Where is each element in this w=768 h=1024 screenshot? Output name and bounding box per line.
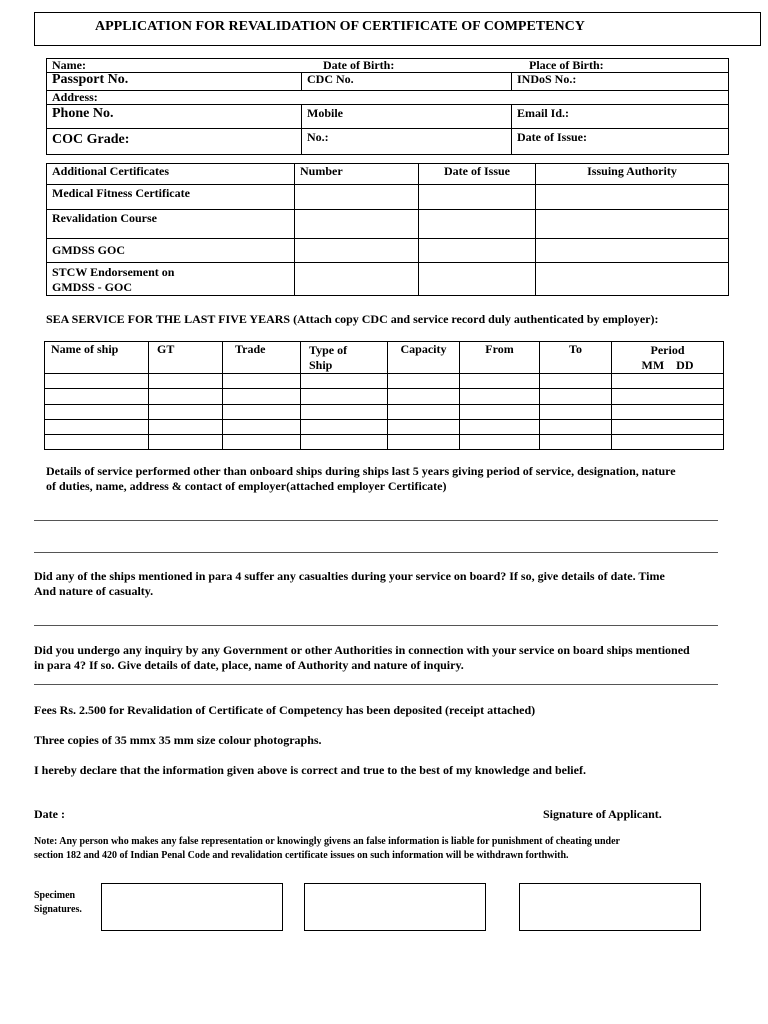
answer-line [34, 625, 718, 626]
cert-cell [295, 239, 419, 263]
sea-service-table [44, 341, 724, 450]
casualty-question-line2: And nature of casualty. [34, 584, 154, 598]
email-label: Email Id.: [512, 105, 729, 129]
indos-label: INDoS No.: [512, 73, 729, 91]
coc-number-label: No.: [302, 129, 512, 155]
signature-box-2[interactable] [304, 883, 486, 931]
cert-cell [419, 185, 536, 210]
sea-header-type [301, 342, 388, 374]
legal-note-line2: section 182 and 420 of Indian Penal Code and revalidation certificate issues on such information will be withdrawn forthwith. [34, 850, 569, 861]
sea-header-capacity: Capacity [388, 342, 460, 374]
cdc-label: CDC No. [302, 73, 512, 91]
cert-header-name: Additional Certificates [47, 164, 295, 185]
cert-cell [419, 239, 536, 263]
cert-cell [295, 210, 419, 239]
signature-box-3[interactable] [519, 883, 701, 931]
answer-line [34, 684, 718, 685]
answer-line [34, 520, 718, 521]
cert-cell [295, 263, 419, 296]
pob-label: Place of Birth: [529, 58, 604, 72]
certificates-table [46, 163, 729, 296]
date-label: Date : [34, 807, 65, 821]
sea-service-row [45, 405, 724, 420]
inquiry-question-line1: Did you undergo any inquiry by any Government or other Authorities in connection with your service on board ships mentioned [34, 643, 690, 657]
cert-row-stcw [47, 263, 295, 296]
coc-grade-label: COC Grade: [47, 129, 302, 155]
sea-header-to: To [540, 342, 612, 374]
answer-line [34, 552, 718, 553]
sea-header-ship: Name of ship [45, 342, 149, 374]
date-of-issue-label: Date of Issue: [512, 129, 729, 155]
cert-cell [419, 263, 536, 296]
sea-header-type-line2: Ship [309, 358, 333, 372]
sea-header-from: From [460, 342, 540, 374]
sea-service-row [45, 389, 724, 405]
sea-service-row [45, 420, 724, 435]
cert-row-stcw-line2: GMDSS - GOC [52, 280, 133, 294]
declaration-statement: I hereby declare that the information given above is correct and true to the best of my knowledge and belief. [34, 763, 586, 777]
cert-cell [536, 185, 729, 210]
mobile-label: Mobile [302, 105, 512, 129]
sea-header-gt: GT [149, 342, 223, 374]
sea-header-trade: Trade [223, 342, 301, 374]
details-question-line1: Details of service performed other than onboard ships during ships last 5 years giving period of service, designation, nature [46, 464, 676, 478]
cert-cell [536, 210, 729, 239]
cert-row-medical: Medical Fitness Certificate [47, 185, 295, 210]
phone-label: Phone No. [47, 105, 302, 129]
cert-cell [295, 185, 419, 210]
cert-header-date: Date of Issue [419, 164, 536, 185]
photos-statement: Three copies of 35 mmx 35 mm size colour photographs. [34, 733, 322, 747]
legal-note-line1: Note: Any person who makes any false representation or knowingly givens an false information is liable for punishment of cheating under [34, 836, 620, 847]
cert-row-stcw-line1: STCW Endorsement on [52, 265, 175, 279]
cert-header-number: Number [295, 164, 419, 185]
cert-cell [536, 263, 729, 296]
cert-row-revalidation: Revalidation Course [47, 210, 295, 239]
inquiry-question [34, 643, 690, 673]
address-label: Address: [47, 91, 729, 105]
cert-cell [536, 239, 729, 263]
sea-header-period-line1: Period [650, 343, 685, 357]
sea-header-type-line1: Type of [309, 343, 348, 357]
sea-service-row [45, 374, 724, 389]
sea-service-heading: SEA SERVICE FOR THE LAST FIVE YEARS (Attach copy CDC and service record duly authenticated by employer): [46, 312, 659, 326]
form-title: APPLICATION FOR REVALIDATION OF CERTIFICATE OF COMPETENCY [34, 12, 761, 46]
name-label: Name: [52, 58, 86, 72]
fees-statement: Fees Rs. 2.500 for Revalidation of Certificate of Competency has been deposited (receipt attached) [34, 703, 536, 717]
passport-label: Passport No. [47, 73, 302, 91]
specimen-label-line2: Signatures. [34, 904, 82, 915]
sea-header-period [612, 342, 724, 374]
specimen-label-line1: Specimen [34, 890, 76, 901]
signature-box-1[interactable] [101, 883, 283, 931]
cert-header-authority: Issuing Authority [536, 164, 729, 185]
sea-service-row [45, 435, 724, 450]
casualty-question-line1: Did any of the ships mentioned in para 4 suffer any casualties during your service on board? If so, give details of date. Time [34, 569, 665, 583]
details-question [46, 464, 676, 494]
specimen-label [34, 889, 82, 917]
inquiry-question-line2: in para 4? If so. Give details of date, place, name of Authority and nature of inquiry. [34, 658, 464, 672]
legal-note [34, 835, 620, 863]
cert-cell [419, 210, 536, 239]
casualty-question [34, 569, 665, 599]
personal-details-table [46, 58, 729, 155]
dob-label: Date of Birth: [323, 58, 395, 72]
sea-header-period-line2: MM DD [641, 358, 694, 372]
details-question-line2: of duties, name, address & contact of employer(attached employer Certificate) [46, 479, 447, 493]
signature-label: Signature of Applicant. [543, 807, 662, 821]
cert-row-gmdss: GMDSS GOC [47, 239, 295, 263]
